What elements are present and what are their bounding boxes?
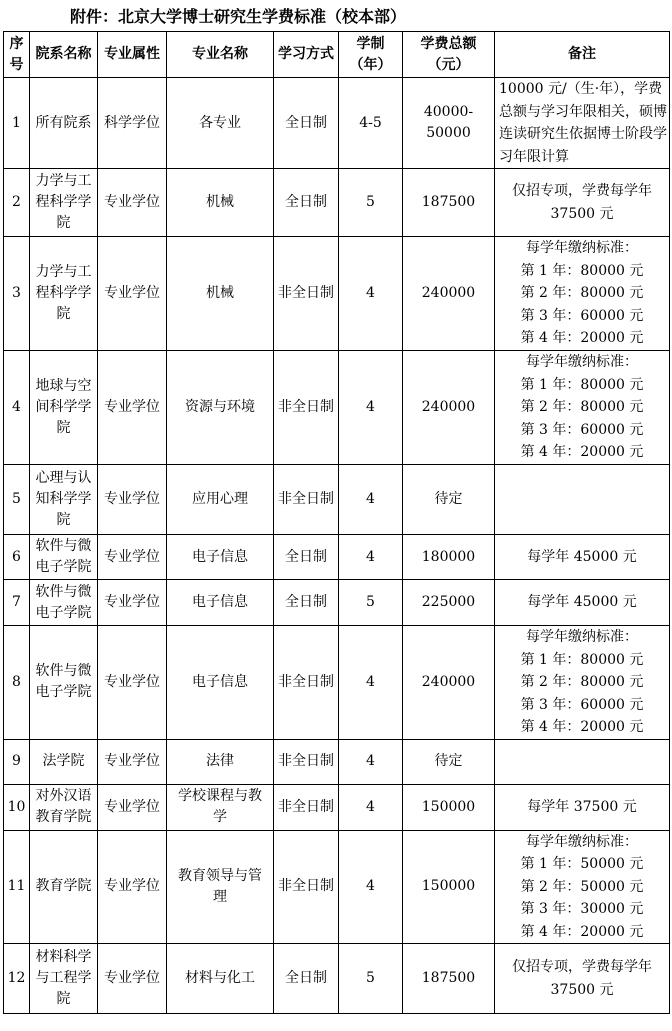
cell-fee-line: 待定 [434,491,463,507]
cell-note [495,237,670,351]
cell-major [167,944,274,1014]
cell-dept-line: 院 [56,991,71,1007]
cell-years-line: 4 [366,753,375,769]
cell-note-line: 第 2 年：80000 元 [520,674,644,690]
cell-dept-line: 软件与微 [35,538,92,554]
table-row [4,237,670,351]
cell-dept-line: 程科学学 [35,285,92,301]
cell-mode [274,78,339,169]
cell-major [167,237,274,351]
cell-note-line: 第 3 年：60000 元 [520,696,644,713]
header-dept [30,32,98,78]
cell-years [339,580,403,626]
cell-mode [274,580,339,626]
cell-fee [403,535,495,580]
cell-dept-line: 心理与认 [35,470,92,486]
cell-mode [274,169,339,237]
cell-mode [274,465,339,535]
cell-note [495,169,670,237]
cell-note-line: 仅招专项，学费每学年 [512,183,652,199]
document-title: 附件：北京大学博士研究生学费标准（校本部） [70,7,407,26]
cell-fee-line: 187500 [421,194,476,210]
cell-mode-line: 非全日制 [278,753,334,769]
cell-no-line: 5 [12,491,21,507]
cell-note-line: 每学年 45000 元 [527,594,637,611]
cell-attr [98,626,167,740]
cell-note-line: 10000 元/（生·年），学费总额与学习年限相关，硕博连读研究生依据博士阶段学习年限计算 [499,81,667,165]
cell-mode [274,626,339,740]
cell-no [4,535,30,580]
cell-major-line: 学校课程与教 [178,788,262,804]
cell-attr-line: 专业学位 [104,399,160,415]
cell-no [4,784,30,830]
header-line: 学习方式 [278,46,334,62]
cell-mode [274,351,339,465]
cell-dept-line: 软件与微 [35,663,92,680]
cell-note [495,465,670,535]
table-row [4,830,670,944]
cell-years [339,351,403,465]
cell-dept-line: 电子学院 [35,604,92,621]
cell-years [339,784,403,830]
cell-fee [403,78,495,169]
cell-attr [98,237,167,351]
cell-note-line: 第 3 年：30000 元 [520,901,644,917]
cell-years-line: 5 [366,970,375,986]
header-line: 序 [9,35,24,52]
cell-attr [98,944,167,1014]
cell-dept-line: 教育学院 [35,809,92,825]
cell-dept-line: 程科学学 [35,194,92,210]
cell-note-line: 第 2 年：80000 元 [520,399,644,416]
table-row [4,535,670,580]
cell-fee-line: 240000 [421,399,476,415]
cell-fee-line: 225000 [421,594,476,610]
header-line: 备注 [568,46,596,62]
cell-mode-line: 非全日制 [278,399,334,415]
cell-note-line: 第 1 年：80000 元 [520,262,644,279]
cell-major [167,784,274,830]
header-fee [403,32,495,78]
cell-fee-line: 150000 [421,798,476,815]
cell-attr-line: 专业学位 [104,548,160,565]
cell-dept-line: 知科学学 [35,491,92,507]
cell-dept-line: 法学院 [42,753,85,769]
cell-fee [403,351,495,465]
cell-note [495,944,670,1014]
cell-attr [98,78,167,169]
cell-fee-line: 180000 [421,548,476,565]
cell-note-line: 第 2 年：80000 元 [520,285,644,302]
cell-years-line: 4 [366,548,375,565]
cell-note-line: 37500 元 [550,981,614,998]
cell-mode-line: 非全日制 [278,673,334,690]
cell-note [495,78,670,169]
cell-years [339,78,403,169]
cell-dept-line: 院 [56,215,71,231]
cell-attr-line: 专业学位 [104,194,160,210]
cell-note [495,535,670,580]
cell-note-line: 每学年缴纳标准： [526,354,638,371]
cell-attr-line: 专业学位 [104,753,160,769]
cell-note-line: 第 4 年：20000 元 [520,330,644,347]
cell-major-line: 材料与化工 [185,970,255,986]
cell-major [167,465,274,535]
cell-no [4,237,30,351]
cell-fee-line: 240000 [421,285,476,301]
cell-years-line: 4 [366,285,375,301]
cell-dept-line: 院 [56,420,71,436]
cell-major [167,739,274,784]
cell-note [495,784,670,830]
cell-years [339,535,403,580]
header-line: 专业属性 [104,46,160,62]
cell-years-line: 5 [366,194,375,210]
cell-fee [403,580,495,626]
cell-no-line: 2 [12,194,21,210]
table-row [4,739,670,784]
table-row [4,784,670,830]
cell-no-line: 10 [7,798,26,815]
cell-mode-line: 非全日制 [278,285,334,301]
cell-mode [274,944,339,1014]
cell-note-line: 第 4 年：20000 元 [520,719,644,735]
cell-no [4,351,30,465]
header-mode [274,32,339,78]
cell-attr-line: 专业学位 [104,285,160,301]
cell-mode [274,784,339,830]
header-years [339,32,403,78]
cell-attr [98,169,167,237]
table-header-row [4,32,670,78]
cell-dept-line: 间科学学 [35,399,92,415]
cell-years-line: 4 [366,399,375,415]
cell-no [4,739,30,784]
cell-major [167,830,274,944]
cell-major-line: 电子信息 [192,673,248,690]
cell-mode-line: 全日制 [285,194,327,210]
cell-no [4,169,30,237]
cell-dept-line: 教育学院 [35,878,92,895]
cell-dept [30,944,98,1014]
cell-years [339,830,403,944]
cell-fee [403,784,495,830]
table-body [4,78,670,1014]
cell-major-line: 电子信息 [192,594,248,610]
table-row [4,351,670,465]
cell-no [4,626,30,740]
cell-attr-line: 专业学位 [104,491,160,507]
cell-no [4,830,30,944]
cell-note-line: 37500 元 [550,205,614,222]
cell-major [167,169,274,237]
cell-dept-line: 对外汉语 [35,788,92,804]
cell-note-line: 第 3 年：60000 元 [520,307,644,324]
cell-major-line: 教育领导与管 [178,867,262,884]
cell-fee [403,626,495,740]
cell-dept [30,465,98,535]
cell-fee [403,739,495,784]
cell-no [4,944,30,1014]
cell-attr [98,535,167,580]
cell-note-line: 第 4 年：20000 元 [520,923,644,940]
cell-years-line: 4-5 [359,114,382,131]
header-major [167,32,274,78]
cell-note-line: 每学年缴纳标准： [526,629,638,645]
cell-no-line: 9 [12,753,21,769]
cell-major-line: 电子信息 [192,548,248,565]
cell-note-line: 每学年 45000 元 [527,548,637,565]
cell-note [495,351,670,465]
table-row [4,580,670,626]
header-line: 学费总额 [420,35,477,52]
header-line: 学制 [356,35,385,52]
cell-dept [30,830,98,944]
cell-major [167,535,274,580]
cell-dept-line: 力学与工 [35,173,92,189]
cell-attr [98,830,167,944]
cell-attr [98,580,167,626]
cell-years [339,944,403,1014]
cell-note-line: 第 3 年：60000 元 [520,421,644,438]
table-row [4,944,670,1014]
cell-major-line: 法律 [206,753,234,769]
cell-fee-line: 40000-50000 [423,104,474,141]
header-note [495,32,670,78]
table-row [4,78,670,169]
header-attr [98,32,167,78]
cell-no [4,465,30,535]
header-line: （年） [349,56,392,73]
cell-mode-line: 全日制 [285,594,327,610]
cell-years-line: 4 [366,491,375,507]
cell-mode-line: 非全日制 [278,878,334,895]
cell-fee-line: 待定 [434,753,463,769]
cell-major-line: 机械 [206,194,234,210]
cell-years-line: 4 [366,878,375,895]
cell-dept-line: 地球与空 [35,378,92,394]
cell-note [495,580,670,626]
cell-dept [30,626,98,740]
cell-major-line: 机械 [206,285,234,301]
cell-no-line: 11 [7,878,26,895]
cell-no-line: 8 [12,673,21,690]
cell-attr-line: 专业学位 [104,673,160,690]
cell-note [495,739,670,784]
cell-major [167,78,274,169]
table-row [4,169,670,237]
cell-note-line: 第 1 年：80000 元 [520,376,644,393]
cell-attr-line: 专业学位 [104,798,160,815]
cell-fee-line: 187500 [421,970,476,986]
cell-major-line: 学 [213,809,227,825]
cell-note-line: 每学年 37500 元 [527,798,637,815]
cell-no-line: 6 [12,548,21,565]
cell-fee-line: 240000 [421,673,476,690]
cell-dept [30,237,98,351]
cell-note [495,830,670,944]
cell-note [495,626,670,740]
cell-major [167,580,274,626]
cell-major [167,351,274,465]
cell-dept [30,739,98,784]
cell-dept [30,580,98,626]
cell-dept-line: 院 [56,306,71,322]
cell-fee [403,169,495,237]
cell-dept-line: 材料科学 [35,949,92,965]
cell-years-line: 4 [366,798,375,815]
cell-note-line: 第 1 年：80000 元 [520,651,644,668]
cell-mode-line: 全日制 [285,548,327,565]
table-row [4,626,670,740]
cell-note-line: 每学年缴纳标准： [526,240,638,257]
cell-dept [30,169,98,237]
cell-mode-line: 非全日制 [278,491,334,507]
cell-years-line: 4 [366,673,375,690]
cell-attr [98,465,167,535]
header-line: 号 [9,56,24,73]
cell-attr-line: 科学学位 [104,114,160,131]
cell-major-line: 资源与环境 [185,399,255,415]
cell-dept-line: 所有院系 [35,114,92,131]
table-row [4,465,670,535]
cell-attr-line: 专业学位 [104,594,160,610]
cell-dept-line: 电子学院 [35,559,92,575]
cell-major-line: 理 [213,888,227,905]
cell-dept [30,351,98,465]
cell-years [339,626,403,740]
cell-fee [403,944,495,1014]
cell-mode-line: 全日制 [285,114,327,131]
cell-no [4,78,30,169]
cell-no-line: 3 [12,285,21,301]
cell-fee-line: 150000 [421,878,476,895]
cell-no [4,580,30,626]
cell-major [167,626,274,740]
cell-attr-line: 专业学位 [104,878,160,895]
cell-fee [403,830,495,944]
cell-mode [274,535,339,580]
cell-years [339,465,403,535]
cell-years-line: 5 [366,594,375,610]
cell-major-line: 应用心理 [192,491,248,507]
cell-mode [274,739,339,784]
tuition-table [3,31,670,1014]
cell-dept-line: 软件与微 [35,583,92,600]
cell-note-line: 每学年缴纳标准： [526,833,638,850]
cell-no-line: 7 [12,594,21,610]
cell-no-line: 1 [12,114,21,131]
header-line: 院系名称 [35,46,92,62]
cell-fee [403,237,495,351]
cell-attr [98,739,167,784]
cell-dept [30,78,98,169]
cell-note-line: 第 1 年：50000 元 [520,856,644,872]
cell-mode-line: 全日制 [285,970,327,986]
cell-dept [30,784,98,830]
header-line: （元） [427,56,470,73]
header-line: 专业名称 [192,46,248,62]
cell-major-line: 各专业 [199,114,241,131]
cell-note-line: 第 2 年：50000 元 [520,878,644,895]
cell-dept-line: 力学与工 [35,264,92,280]
cell-attr-line: 专业学位 [104,970,160,986]
cell-years [339,237,403,351]
cell-no-line: 12 [7,970,26,986]
cell-fee [403,465,495,535]
cell-years [339,739,403,784]
cell-mode [274,237,339,351]
cell-mode [274,830,339,944]
cell-attr [98,351,167,465]
cell-no-line: 4 [12,399,21,415]
cell-dept-line: 院 [56,512,71,528]
cell-dept-line: 与工程学 [35,970,92,986]
cell-dept-line: 电子学院 [35,684,92,701]
cell-note-line: 仅招专项，学费每学年 [512,959,652,975]
cell-years [339,169,403,237]
cell-dept [30,535,98,580]
cell-note-line: 第 4 年：20000 元 [520,444,644,461]
header-no [4,32,30,78]
cell-mode-line: 非全日制 [278,798,334,815]
cell-attr [98,784,167,830]
